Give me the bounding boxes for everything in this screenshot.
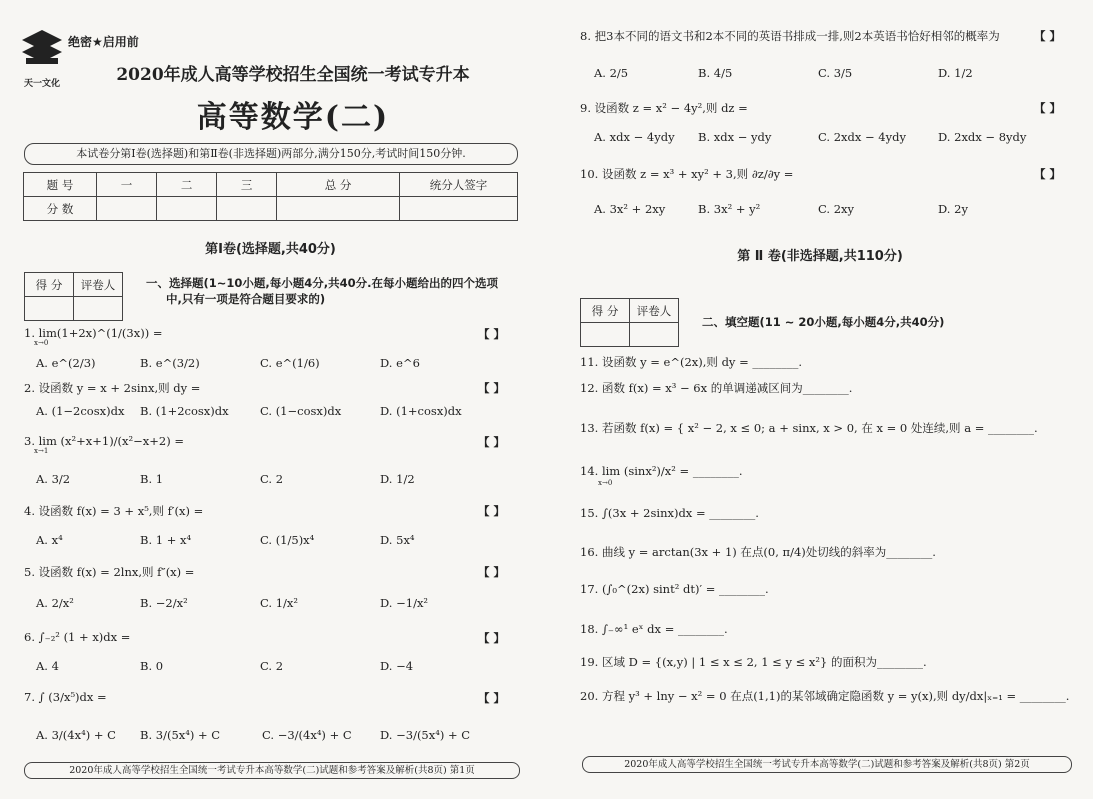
section1-desc-line: 一、选择题(1~10小题,每小题4分,共40分.在每小题给出的四个选项 (146, 276, 499, 290)
option-d: D. −1/x² (380, 596, 429, 610)
answer-bracket: 【 】 (478, 327, 506, 341)
option-b: B. 3/(5x⁴) + C (140, 728, 221, 742)
score-cell[interactable] (97, 197, 157, 221)
option-b: B. 3x² + y² (698, 202, 761, 216)
option-c: C. (1/5)x⁴ (260, 533, 315, 547)
question-3: 3. lim (x²+x+1)/(x²−x+2) = (24, 434, 184, 448)
option-c: C. 2xy (818, 202, 854, 216)
score-header-cell: 总 分 (277, 173, 400, 197)
grader-reviewer-cell[interactable] (74, 297, 123, 321)
question-5: 5. 设函数 f(x) = 2lnx,则 f″(x) = (24, 565, 195, 579)
question-8: 8. 把3本不同的语文书和2本不同的英语书排成一排,则2本英语书恰好相邻的概率为 (580, 29, 1000, 43)
question-2: 2. 设函数 y = x + 2sinx,则 dy = (24, 381, 201, 395)
option-c: C. 1/x² (260, 596, 298, 610)
right-page (550, 0, 1093, 799)
option-d: D. e^6 (380, 356, 420, 370)
option-a: A. 2/x² (36, 596, 74, 610)
answer-bracket: 【 】 (1034, 29, 1062, 43)
section1-desc (146, 275, 498, 307)
limit-subscript: x→1 (34, 447, 49, 455)
option-c: C. 2xdx − 4ydy (818, 130, 906, 144)
score-header-cell: 三 (217, 173, 277, 197)
score-cell[interactable] (217, 197, 277, 221)
score-cell[interactable] (400, 197, 518, 221)
option-b: B. 1 + x⁴ (140, 533, 192, 547)
limit-subscript: x→0 (34, 339, 49, 347)
score-table (23, 172, 518, 221)
question-10: 10. 设函数 z = x³ + xy² + 3,则 ∂z/∂y = (580, 167, 794, 181)
answer-bracket: 【 】 (478, 691, 506, 705)
grader-score-cell[interactable] (25, 297, 74, 321)
answer-bracket: 【 】 (478, 435, 506, 449)
score-header-cell: 题 号 (24, 173, 97, 197)
option-c: C. (1−cosx)dx (260, 404, 342, 418)
option-a: A. x⁴ (36, 533, 63, 547)
grader-score-label: 得 分 (581, 299, 630, 323)
option-a: A. 4 (36, 659, 59, 673)
option-b: B. 0 (140, 659, 164, 673)
option-d: D. 2xdx − 8ydy (938, 130, 1027, 144)
question-14: 14. lim (sinx²)/x² = ________. (580, 464, 743, 478)
answer-bracket: 【 】 (1034, 101, 1062, 115)
exam-note: 本试卷分第Ⅰ卷(选择题)和第Ⅱ卷(非选择题)两部分,满分150分,考试时间150分钟. (24, 143, 518, 165)
grader-reviewer-cell[interactable] (630, 323, 679, 347)
option-d: D. 1/2 (380, 472, 415, 486)
question-9: 9. 设函数 z = x² − 4y²,则 dz = (580, 101, 748, 115)
question-11: 11. 设函数 y = e^(2x),则 dy = ________. (580, 355, 803, 369)
answer-bracket: 【 】 (478, 381, 506, 395)
option-b: B. 4/5 (698, 66, 733, 80)
option-c: C. 2 (260, 472, 284, 486)
option-a: A. xdx − 4ydy (594, 130, 675, 144)
question-20: 20. 方程 y³ + lny − x² = 0 在点(1,1)的某邻域确定隐函数 y = y(x),则 dy/dx|ₓ₌₁ = ________. (580, 689, 1070, 703)
grader-reviewer-label: 评卷人 (630, 299, 679, 323)
part2-title: 第 Ⅱ 卷(非选择题,共110分) (737, 249, 903, 264)
section1-desc-line: 中,只有一项是符合题目要求的) (166, 292, 326, 306)
question-4: 4. 设函数 f(x) = 3 + x⁵,则 f′(x) = (24, 504, 204, 518)
question-17: 17. (∫₀^(2x) sint² dt)′ = ________. (580, 582, 769, 596)
option-d: D. 2y (938, 202, 968, 216)
question-16: 16. 曲线 y = arctan(3x + 1) 在点(0, π/4)处切线的斜率为________. (580, 545, 936, 559)
option-a: A. 3x² + 2xy (594, 202, 666, 216)
subject-title: 高等数学(二) (196, 100, 390, 135)
question-15: 15. ∫(3x + 2sinx)dx = ________. (580, 506, 759, 520)
grader-box-1 (24, 272, 123, 321)
grader-score-label: 得 分 (25, 273, 74, 297)
score-header-cell: 一 (97, 173, 157, 197)
option-c: C. −3/(4x⁴) + C (262, 728, 352, 742)
option-d: D. −3/(5x⁴) + C (380, 728, 471, 742)
logo-text: 天一文化 (23, 79, 60, 89)
page-footer: 2020年成人高等学校招生全国统一考试专升本高等数学(二)试题和参考答案及解析(共8页) 第2页 (582, 756, 1072, 773)
secret-label: 绝密★启用前 (68, 35, 139, 49)
option-b: B. −2/x² (140, 596, 188, 610)
score-cell[interactable] (277, 197, 400, 221)
option-d: D. 5x⁴ (380, 533, 415, 547)
option-b: B. xdx − ydy (698, 130, 772, 144)
answer-bracket: 【 】 (478, 504, 506, 518)
question-19: 19. 区域 D = {(x,y) | 1 ≤ x ≤ 2, 1 ≤ y ≤ x²} 的面积为________. (580, 655, 927, 669)
page-footer: 2020年成人高等学校招生全国统一考试专升本高等数学(二)试题和参考答案及解析(共8页) 第1页 (24, 762, 520, 779)
option-c: C. e^(1/6) (260, 356, 320, 370)
answer-bracket: 【 】 (1034, 167, 1062, 181)
answer-bracket: 【 】 (478, 565, 506, 579)
exam-title: 2020年成人高等学校招生全国统一考试专升本 (116, 65, 470, 85)
question-12: 12. 函数 f(x) = x³ − 6x 的单调递减区间为________. (580, 381, 853, 395)
question-13: 13. 若函数 f(x) = { x² − 2, x ≤ 0; a + sinx, x > 0, 在 x = 0 处连续,则 a = ________. (580, 421, 1038, 435)
score-header-cell: 二 (157, 173, 217, 197)
grader-reviewer-label: 评卷人 (74, 273, 123, 297)
score-cell[interactable] (157, 197, 217, 221)
question-18: 18. ∫₋∞¹ eˣ dx = ________. (580, 622, 728, 636)
option-c: C. 2 (260, 659, 284, 673)
option-d: D. −4 (380, 659, 414, 673)
score-header-cell: 统分人签字 (400, 173, 518, 197)
option-d: D. 1/2 (938, 66, 973, 80)
option-b: B. 1 (140, 472, 164, 486)
option-a: A. 2/5 (594, 66, 629, 80)
option-d: D. (1+cosx)dx (380, 404, 462, 418)
option-a: A. (1−2cosx)dx (36, 404, 125, 418)
grader-box-2 (580, 298, 679, 347)
score-row-label: 分 数 (24, 197, 97, 221)
option-a: A. 3/2 (36, 472, 71, 486)
answer-bracket: 【 】 (478, 631, 506, 645)
question-7: 7. ∫ (3/x⁵)dx = (24, 690, 107, 704)
grader-score-cell[interactable] (581, 323, 630, 347)
option-b: B. (1+2cosx)dx (140, 404, 229, 418)
limit-subscript: x→0 (598, 479, 613, 487)
section2-desc: 二、填空题(11 ~ 20小题,每小题4分,共40分) (702, 315, 945, 329)
question-6: 6. ∫₋₂² (1 + x)dx = (24, 630, 131, 644)
left-page (0, 0, 540, 799)
question-1: 1. lim(1+2x)^(1/(3x)) = (24, 326, 163, 340)
part1-title: 第Ⅰ卷(选择题,共40分) (205, 242, 336, 257)
option-a: A. e^(2/3) (36, 356, 96, 370)
option-c: C. 3/5 (818, 66, 853, 80)
option-a: A. 3/(4x⁴) + C (36, 728, 116, 742)
option-b: B. e^(3/2) (140, 356, 200, 370)
